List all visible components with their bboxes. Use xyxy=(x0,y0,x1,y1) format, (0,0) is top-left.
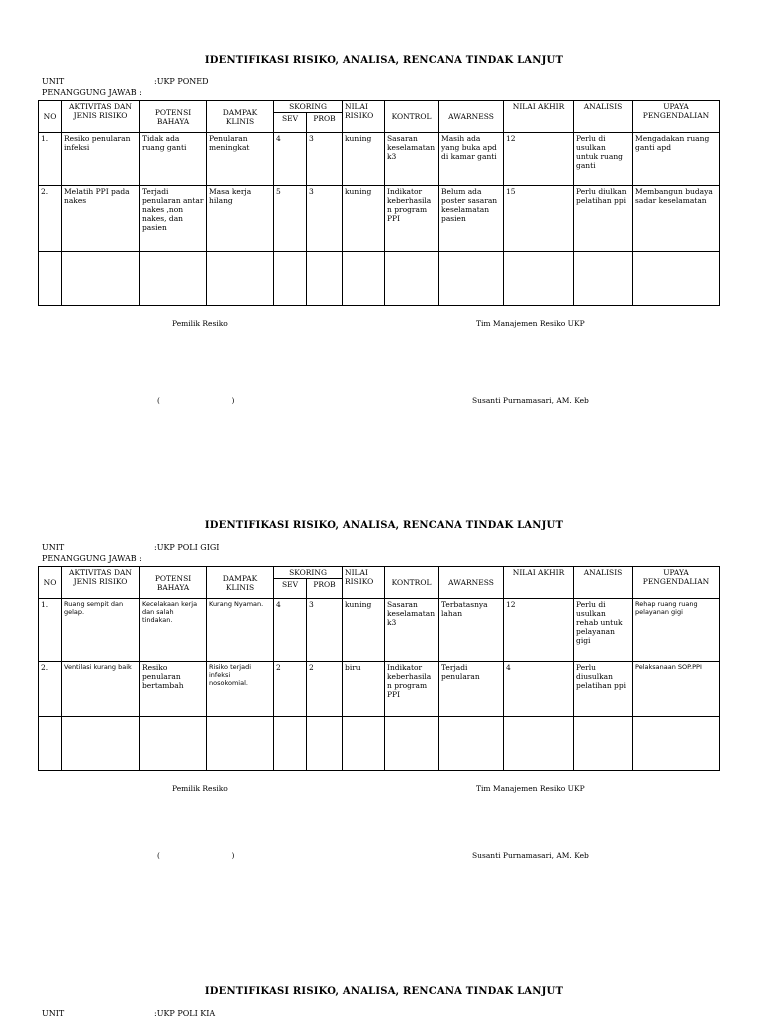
cell-kontrol: Indikator keberhasilan program PPI xyxy=(385,186,439,252)
pj-label: PENANGGUNG JAWAB : xyxy=(42,554,142,563)
section-title: IDENTIFIKASI RISIKO, ANALISA, RENCANA TINDAK LANJUT xyxy=(204,55,564,66)
header-upaya: UPAYA PENGENDALIAN xyxy=(633,101,720,133)
table-row xyxy=(39,662,720,717)
cell-no: 1. xyxy=(39,599,62,662)
header-awarness: AWARNESS xyxy=(439,101,504,133)
cell-analisis: Perlu di usulkan rehab untuk pelayanan gigi xyxy=(574,599,633,662)
cell-prob: 2 xyxy=(307,662,343,717)
cell-aktivitas: Ruang sempit dan gelap. xyxy=(62,599,140,662)
signature-team-name: Susanti Purnamasari, AM. Keb xyxy=(472,396,589,405)
unit-label: UNIT xyxy=(42,543,65,552)
header-prob: PROB xyxy=(307,113,343,133)
table-row-empty xyxy=(39,717,720,771)
cell-prob: 3 xyxy=(307,133,343,186)
header-aktivitas: AKTIVITAS DAN JENIS RISIKO xyxy=(62,101,140,133)
header-potensi: POTENSI BAHAYA xyxy=(140,101,207,133)
cell-dampak: Kurang Nyaman. xyxy=(207,599,274,662)
cell-upaya: Membangun budaya sadar keselamatan xyxy=(633,186,720,252)
header-sev: SEV xyxy=(274,579,307,599)
cell-potensi: Resiko penularan bertambah xyxy=(140,662,207,717)
meta-block xyxy=(42,543,342,565)
cell-upaya: Pelaksanaan SOP.PPI xyxy=(633,662,720,717)
cell-nilai-risiko: biru xyxy=(343,662,385,717)
header-sev: SEV xyxy=(274,113,307,133)
header-dampak: DAMPAK KLINIS xyxy=(207,101,274,133)
cell-upaya: Mengadakan ruang ganti apd xyxy=(633,133,720,186)
cell-awarness: Terbatasnya lahan xyxy=(439,599,504,662)
header-skoring: SKORING xyxy=(274,567,343,579)
cell-awarness: Masih ada yang buka apd di kamar ganti xyxy=(439,133,504,186)
header-prob: PROB xyxy=(307,579,343,599)
header-potensi: POTENSI BAHAYA xyxy=(140,567,207,599)
cell-sev: 4 xyxy=(274,133,307,186)
header-aktivitas: AKTIVITAS DAN JENIS RISIKO xyxy=(62,567,140,599)
section-title: IDENTIFIKASI RISIKO, ANALISA, RENCANA TINDAK LANJUT xyxy=(204,520,564,531)
cell-no: 1. xyxy=(39,133,62,186)
header-analisis: ANALISIS xyxy=(574,567,633,599)
unit-value: :UKP PONED xyxy=(154,77,209,86)
cell-no: 2. xyxy=(39,662,62,717)
header-nilai-akhir: NILAI AKHIR xyxy=(504,101,574,133)
risk-table xyxy=(38,566,720,771)
cell-sev: 4 xyxy=(274,599,307,662)
cell-nilai-risiko: kuning xyxy=(343,599,385,662)
table-row xyxy=(39,186,720,252)
unit-label: UNIT xyxy=(42,1009,65,1018)
unit-label: UNIT xyxy=(42,77,65,86)
cell-no: 2. xyxy=(39,186,62,252)
unit-value: :UKP POLI GIGI xyxy=(154,543,220,552)
header-upaya: UPAYA PENGENDALIAN xyxy=(633,567,720,599)
cell-kontrol: Indikator keberhasilan program PPI xyxy=(385,662,439,717)
header-nilai-akhir: NILAI AKHIR xyxy=(504,567,574,599)
signature-owner-label: Pemilik Resiko xyxy=(172,319,228,328)
cell-awarness: Belum ada poster sasaran keselamatan pasien xyxy=(439,186,504,252)
cell-sev: 2 xyxy=(274,662,307,717)
header-kontrol: KONTROL xyxy=(385,567,439,599)
cell-dampak: Masa kerja hilang xyxy=(207,186,274,252)
section-title: IDENTIFIKASI RISIKO, ANALISA, RENCANA TINDAK LANJUT xyxy=(204,986,564,997)
header-dampak: DAMPAK KLINIS xyxy=(207,567,274,599)
cell-dampak: Penularan meningkat xyxy=(207,133,274,186)
cell-upaya: Rehap ruang ruang pelayanan gigi xyxy=(633,599,720,662)
header-nilai-risiko: NILAI RISIKO xyxy=(343,567,385,599)
signature-owner-label: Pemilik Resiko xyxy=(172,784,228,793)
signature-team-label: Tim Manajemen Resiko UKP xyxy=(476,319,585,328)
header-skoring: SKORING xyxy=(274,101,343,113)
cell-kontrol: Sasaran keselamatan k3 xyxy=(385,133,439,186)
cell-prob: 3 xyxy=(307,186,343,252)
signature-team-label: Tim Manajemen Resiko UKP xyxy=(476,784,585,793)
cell-nilai-akhir: 15 xyxy=(504,186,574,252)
cell-analisis: Perlu diulkan pelatihan ppi xyxy=(574,186,633,252)
header-no: NO xyxy=(39,567,62,599)
cell-nilai-risiko: kuning xyxy=(343,133,385,186)
cell-analisis: Perlu di usulkan untuk ruang ganti xyxy=(574,133,633,186)
cell-analisis: Perlu diusulkan pelatihan ppi xyxy=(574,662,633,717)
cell-nilai-akhir: 4 xyxy=(504,662,574,717)
cell-potensi: Kecelakaan kerja dan salah tindakan. xyxy=(140,599,207,662)
cell-dampak: Risiko terjadi infeksi nosokomial. xyxy=(207,662,274,717)
pj-label: PENANGGUNG JAWAB : xyxy=(42,88,142,97)
cell-nilai-akhir: 12 xyxy=(504,133,574,186)
signature-team-name: Susanti Purnamasari, AM. Keb xyxy=(472,851,589,860)
cell-potensi: Terjadi penularan antar nakes ,non nakes, dan pasien xyxy=(140,186,207,252)
cell-aktivitas: Melatih PPI pada nakes xyxy=(62,186,140,252)
cell-aktivitas: Ventilasi kurang baik xyxy=(62,662,140,717)
cell-sev: 5 xyxy=(274,186,307,252)
cell-prob: 3 xyxy=(307,599,343,662)
header-analisis: ANALISIS xyxy=(574,101,633,133)
signature-owner-name: ( ) xyxy=(157,851,235,860)
cell-nilai-akhir: 12 xyxy=(504,599,574,662)
cell-potensi: Tidak ada ruang ganti xyxy=(140,133,207,186)
table-row xyxy=(39,133,720,186)
meta-block xyxy=(42,1009,342,1021)
cell-awarness: Terjadi penularan xyxy=(439,662,504,717)
table-row-empty xyxy=(39,252,720,306)
header-no: NO xyxy=(39,101,62,133)
header-nilai-risiko: NILAI RISIKO xyxy=(343,101,385,133)
header-kontrol: KONTROL xyxy=(385,101,439,133)
signature-owner-name: ( ) xyxy=(157,396,235,405)
unit-value: :UKP POLI KIA xyxy=(154,1009,216,1018)
meta-block xyxy=(42,77,342,99)
risk-table xyxy=(38,100,720,306)
cell-aktivitas: Resiko penularan infeksi xyxy=(62,133,140,186)
cell-kontrol: Sasaran keselamatan k3 xyxy=(385,599,439,662)
header-awarness: AWARNESS xyxy=(439,567,504,599)
table-row xyxy=(39,599,720,662)
cell-nilai-risiko: kuning xyxy=(343,186,385,252)
